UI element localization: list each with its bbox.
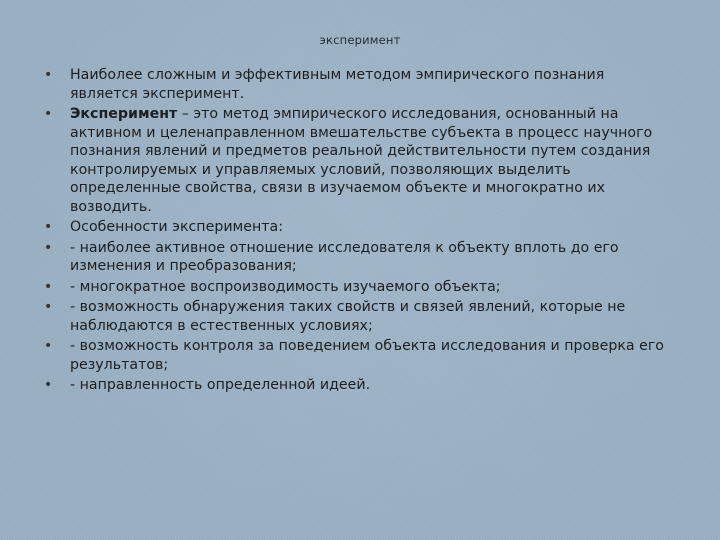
item-text: - направленность определенной идеей. [70, 377, 371, 393]
bullet-icon: • [44, 106, 53, 122]
item-text: - возможность обнаружения таких свойств и связей явлений, которые не наблюдаются в естественных условиях; [70, 299, 626, 334]
bullet-icon: • [44, 377, 53, 393]
item-text: - наиболее активное отношение исследователя к объекту вплоть до его изменения и преобразования; [70, 239, 619, 274]
list-item [44, 376, 674, 395]
item-text: Особенности эксперимента: [70, 219, 283, 235]
bullet-icon: • [44, 299, 53, 315]
bullet-icon: • [44, 67, 53, 83]
item-text: - многократное воспроизводимость изучаемого объекта; [70, 278, 501, 295]
item-text: Наиболее сложным и эффективным методом эмпирического познания является эксперимент. [70, 67, 605, 102]
list-item [44, 278, 674, 297]
list-item [44, 298, 674, 335]
bullet-icon: • [44, 338, 53, 354]
item-term: Эксперимент [70, 106, 178, 122]
list-item [44, 218, 674, 237]
bullet-icon: • [44, 219, 53, 235]
item-text: – это метод эмпирического исследования, основанный на активном и целенаправленном вмешательстве субъекта в процесс научного познания явлений и предметов реальной действительности путем создания контролируемых и управляемых условий, позволяющих выделить определенные свойства, связи в изучаемом объекте и многократно их возводить. [70, 106, 653, 215]
list-item [44, 105, 674, 216]
bullet-icon: • [44, 239, 53, 256]
item-text: - возможность контроля за поведением объекта исследования и проверка его результатов; [70, 338, 664, 373]
list-item [44, 66, 674, 103]
bullet-icon: • [44, 278, 53, 295]
bullet-list [44, 66, 674, 397]
list-item [44, 239, 674, 276]
slide-title: эксперимент [319, 33, 401, 47]
list-item [44, 337, 674, 374]
